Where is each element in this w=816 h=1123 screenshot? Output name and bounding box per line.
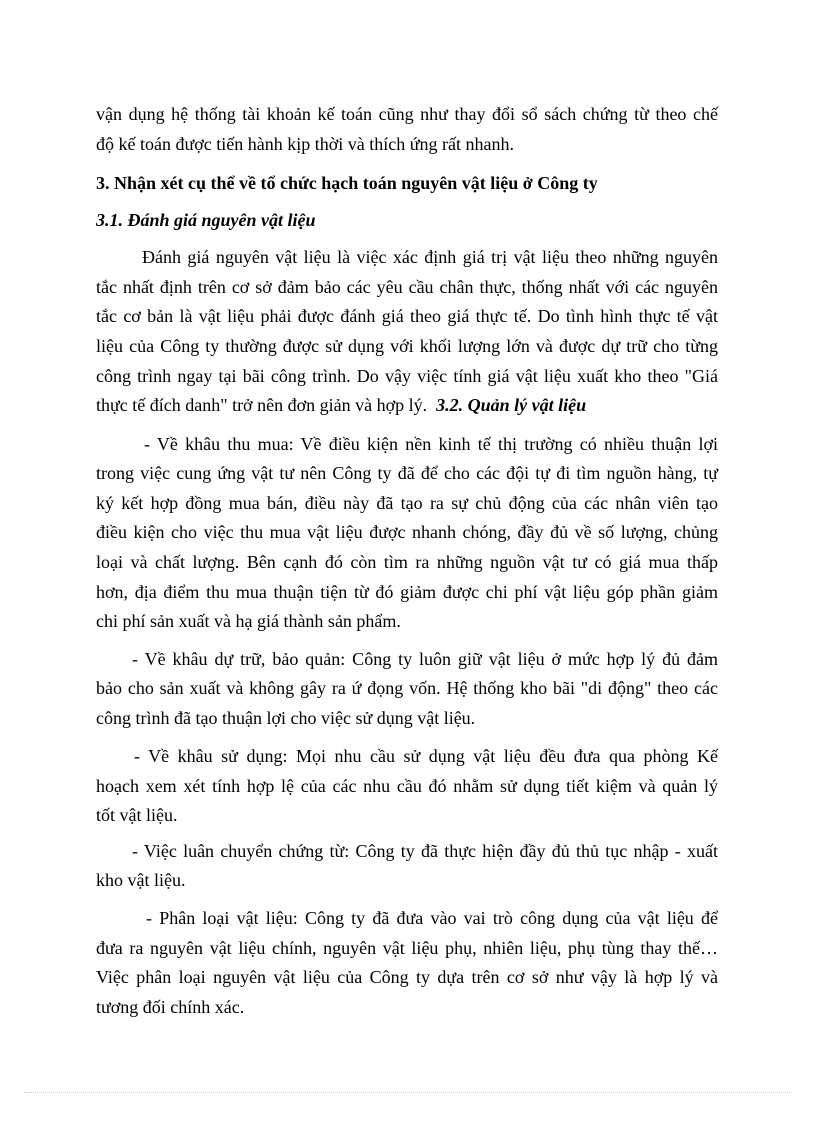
p-phanloai-line-3: Việc phân loại nguyên vật liệu của Công ty dựa trên cơ sở như vậy là hợp lý và — [96, 967, 718, 987]
p-sudung-line-3: tốt vật liệu. — [96, 805, 178, 825]
p31-line-2: tắc nhất định trên cơ sở đảm bảo các yêu cầu chân thực, thống nhất với các nguyên — [96, 277, 718, 297]
p-phanloai-line-2: đưa ra nguyên vật liệu chính, nguyên vật liệu phụ, nhiên liệu, phụ tùng thay thế… — [96, 938, 718, 958]
p-dutru-line-3: công trình đã tạo thuận lợi cho việc sử dụng vật liệu. — [96, 708, 476, 728]
section-heading-3: 3. Nhận xét cụ thể về tổ chức hạch toán nguyên vật liệu ở Công ty — [96, 173, 598, 193]
p-thumua-line-1: - Về khâu thu mua: Về điều kiện nền kinh tế thị trường có nhiều thuận lợi — [144, 434, 718, 454]
p31-line-4: liệu của Công ty thường được sử dụng với khối lượng lớn và được dự trữ cho từng — [96, 336, 718, 356]
section-heading-3-1: 3.1. Đánh giá nguyên vật liệu — [96, 210, 316, 230]
p31-line-3: tắc cơ bản là vật liệu phải được đánh giá theo giá thực tế. Do tình hình thực tế vật — [96, 306, 718, 326]
p-luanchuyen-line-1: - Việc luân chuyển chứng từ: Công ty đã thực hiện đầy đủ thủ tục nhập - xuất — [132, 841, 718, 861]
p-thumua-line-3: ký kết hợp đồng mua bán, điều này đã tạo ra sự chủ động của các nhân viên tạo — [96, 493, 718, 513]
intro-line-2: độ kế toán được tiến hành kịp thời và thích ứng rất nhanh. — [96, 134, 514, 154]
p31-line-6-text: thực tế đích danh" trở nên đơn giản và hợp lý. — [96, 395, 428, 415]
p-phanloai-line-1: - Phân loại vật liệu: Công ty đã đưa vào vai trò công dụng của vật liệu để — [146, 908, 718, 928]
p-thumua-line-6: hơn, địa điểm thu mua thuận tiện từ đó giảm được chi phí vật liệu góp phần giảm — [96, 582, 718, 602]
p-luanchuyen-line-2: kho vật liệu. — [96, 870, 186, 890]
p-sudung-line-1: - Về khâu sử dụng: Mọi nhu cầu sử dụng vật liệu đều đưa qua phòng Kế — [134, 746, 718, 766]
p-thumua-line-4: điều kiện cho việc thu mua vật liệu được nhanh chóng, đầy đủ về số lượng, chủng — [96, 522, 718, 542]
p31-line-5: công trình ngay tại bãi công trình. Do vậy việc tính giá vật liệu xuất kho theo "Giá — [96, 366, 718, 386]
p-sudung-line-2: hoạch xem xét tính hợp lệ của các nhu cầu đó nhằm sử dụng tiết kiệm và quản lý — [96, 776, 718, 796]
p31-line-6 — [96, 394, 586, 416]
page-bottom-rule — [24, 1092, 792, 1093]
p-thumua-line-7: chi phí sản xuất và hạ giá thành sản phẩm. — [96, 611, 401, 631]
p-dutru-line-2: bảo cho sản xuất và không gây ra ứ đọng vốn. Hệ thống kho bãi "di động" theo các — [96, 678, 718, 698]
p31-line-1: Đánh giá nguyên vật liệu là việc xác định giá trị vật liệu theo những nguyên — [142, 247, 718, 267]
p-thumua-line-2: trong việc cung ứng vật tư nên Công ty đã để cho các đội tự đi tìm nguồn hàng, tự — [96, 463, 718, 483]
section-heading-3-2: 3.2. Quản lý vật liệu — [436, 395, 587, 415]
p-thumua-line-5: loại và chất lượng. Bên cạnh đó còn tìm ra những nguồn vật tư có giá mua thấp — [96, 552, 718, 572]
p-dutru-line-1: - Về khâu dự trữ, bảo quản: Công ty luôn giữ vật liệu ở mức hợp lý đủ đảm — [132, 649, 718, 669]
intro-line-1: vận dụng hệ thống tài khoản kế toán cũng như thay đổi sổ sách chứng từ theo chế — [96, 104, 718, 124]
p-phanloai-line-4: tương đối chính xác. — [96, 997, 245, 1017]
